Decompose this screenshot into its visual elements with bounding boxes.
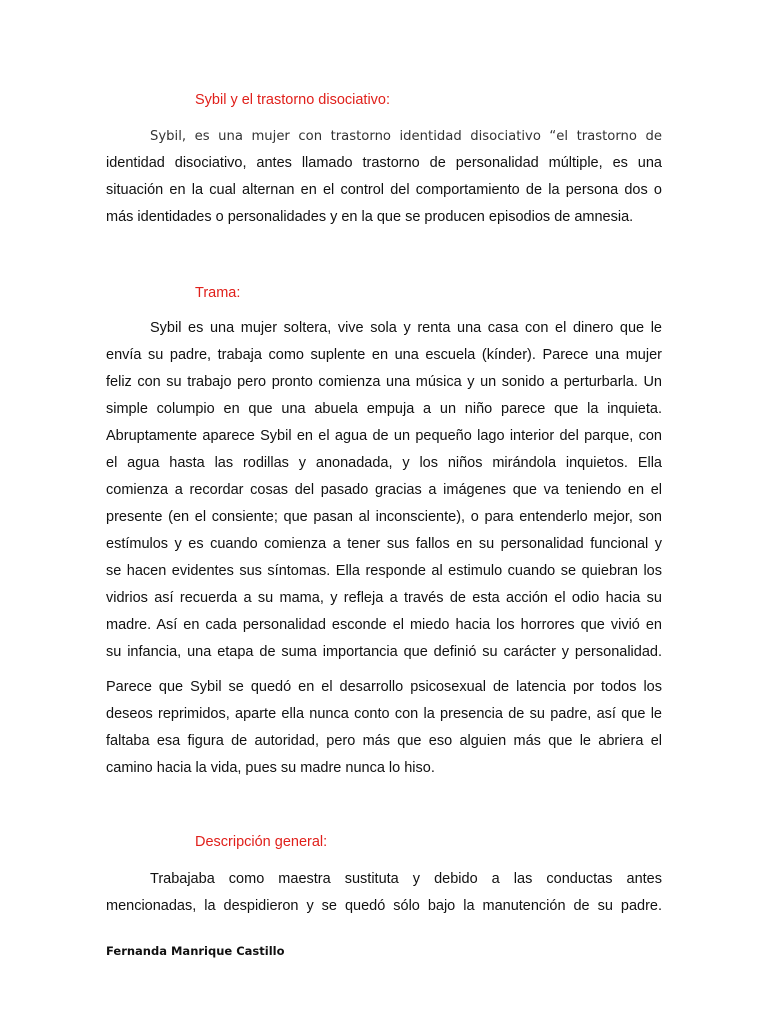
text-line: deseos reprimidos, aparte ella nunca conto con la presencia de su padre, así que le — [106, 706, 662, 722]
text-line: situación en la cual alternan en el control del comportamiento de la persona dos o — [106, 182, 662, 198]
footer-author: Fernanda Manrique Castillo — [106, 944, 285, 958]
text-line: vidrios así recuerda a su mama, y refleja a través de esta acción el odio hacia su — [106, 590, 662, 606]
text-line: su infancia, una etapa de suma importancia que definió su carácter y personalidad. — [106, 644, 662, 660]
text-line: Trabajaba como maestra sustituta y debido a las conductas antes — [150, 871, 662, 887]
section-heading-descripcion: Descripción general: — [195, 834, 328, 850]
section-heading-sybil: Sybil y el trastorno disociativo: — [195, 92, 391, 108]
text-line: envía su padre, trabaja como suplente en una escuela (kínder). Parece una mujer — [106, 347, 662, 363]
text-line: Parece que Sybil se quedó en el desarrollo psicosexual de latencia por todos los — [106, 679, 662, 695]
text-line: comienza a recordar cosas del pasado gracias a imágenes que va teniendo en el — [106, 482, 662, 498]
paragraph-trama-1 — [106, 315, 662, 666]
text-line: simple columpio en que una abuela empuja a un niño parece que la inquieta. — [106, 401, 662, 417]
text-line: presente (en el consiente; que pasan al inconsciente), o para entenderlo mejor, son — [106, 509, 662, 525]
text-line: Sybil es una mujer soltera, vive sola y renta una casa con el dinero que le — [150, 320, 662, 336]
paragraph-trama-2 — [106, 674, 662, 782]
text-line: camino hacia la vida, pues su madre nunca lo hiso. — [106, 760, 435, 776]
text-line: feliz con su trabajo pero pronto comienza una música y un sonido a perturbarla. Un — [106, 374, 662, 390]
paragraph-descripcion — [106, 866, 662, 920]
text-line: Sybil, es una mujer con trastorno identidad disociativo “el trastorno de — [150, 129, 662, 144]
text-line: faltaba esa figura de autoridad, pero más que eso alguien más que le abriera el — [106, 733, 662, 749]
paragraph-intro — [106, 123, 662, 231]
text-line: estímulos y es cuando comienza a tener sus fallos en su personalidad funcional y — [106, 536, 662, 552]
text-line: el agua hasta las rodillas y anonadada, y los niños mirándola inquietos. Ella — [106, 455, 662, 471]
text-line: Abruptamente aparece Sybil en el agua de un pequeño lago interior del parque, con — [106, 428, 662, 444]
text-line: se hacen evidentes sus síntomas. Ella responde al estimulo cuando se quiebran los — [106, 563, 662, 579]
text-line: identidad disociativo, antes llamado trastorno de personalidad múltiple, es una — [106, 155, 662, 171]
text-line: madre. Así en cada personalidad esconde el miedo hacia los horrores que vivió en — [106, 617, 662, 633]
text-line: mencionadas, la despidieron y se quedó sólo bajo la manutención de su padre. — [106, 898, 662, 914]
text-line: más identidades o personalidades y en la que se producen episodios de amnesia. — [106, 209, 634, 225]
section-heading-trama: Trama: — [195, 285, 241, 301]
